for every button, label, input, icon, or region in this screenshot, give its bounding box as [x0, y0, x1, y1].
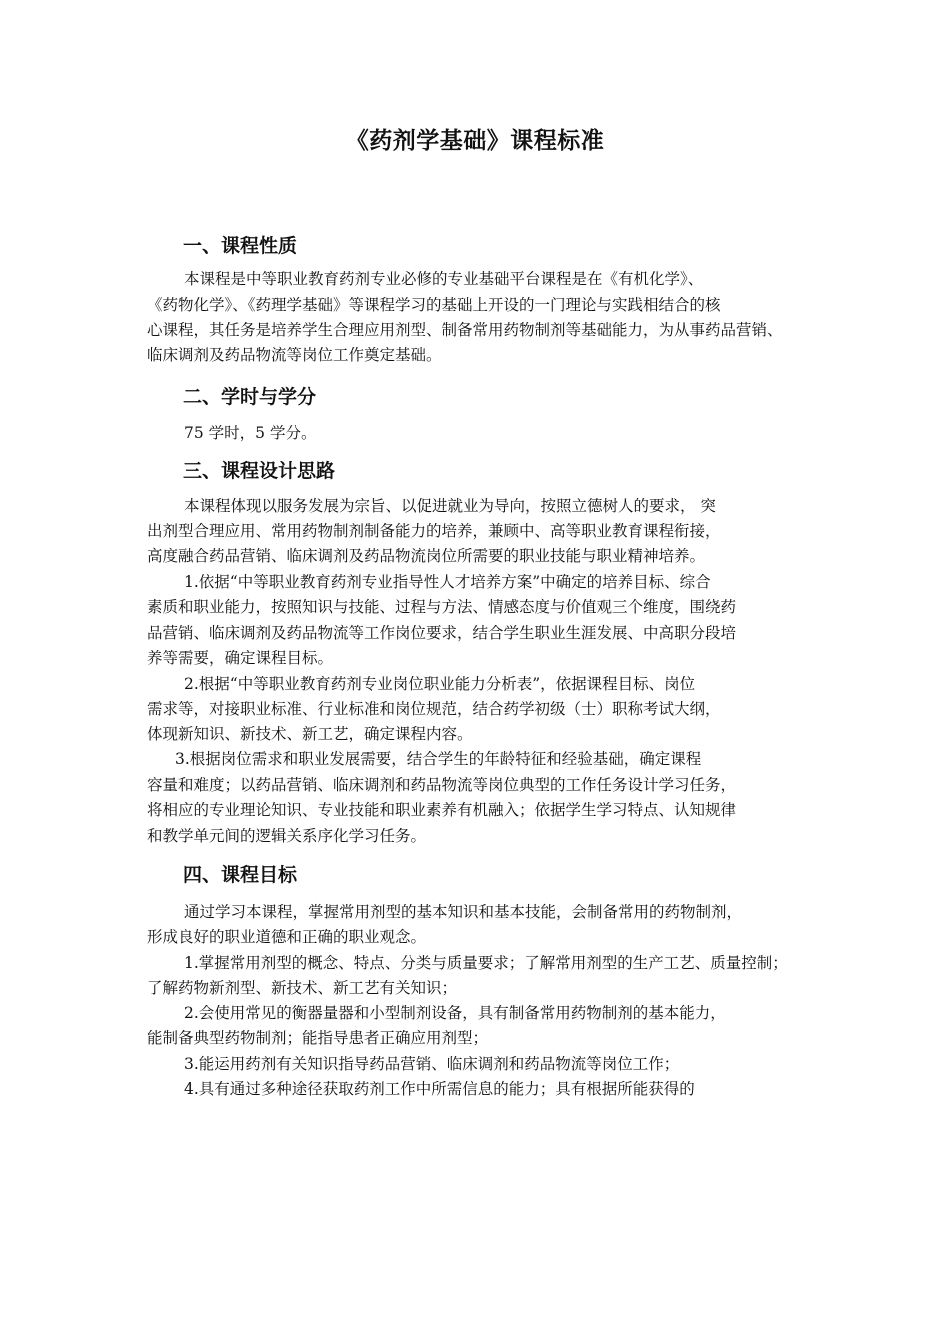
paragraph-line: 通过学习本课程，掌握常用剂型的基本知识和基本技能，会制备常用的药物制剂， — [184, 903, 743, 921]
paragraph-line: 体现新知识、新技术、新工艺，确定课程内容。 — [147, 725, 473, 743]
paragraph-line: 本课程体现以服务发展为宗旨、以促进就业为导向，按照立德树人的要求， 突 — [184, 497, 716, 515]
paragraph-line: 能制备典型药物制剂；能指导患者正确应用剂型； — [147, 1029, 489, 1047]
page-title: 《药剂学基础》课程标准 — [345, 128, 605, 154]
paragraph-line: 1.依据“中等职业教育药剂专业指导性人才培养方案”中确定的培养目标、综合 — [184, 573, 711, 591]
paragraph-line: 了解药物新剂型、新技术、新工艺有关知识； — [147, 979, 458, 997]
paragraph-line: 容量和难度；以药品营销、临床调剂和药品物流等岗位典型的工作任务设计学习任务， — [147, 776, 737, 794]
paragraph-line: 素质和职业能力，按照知识与技能、过程与方法、情感态度与价值观三个维度，围绕药 — [147, 598, 737, 616]
paragraph-line: 形成良好的职业道德和正确的职业观念。 — [147, 928, 427, 946]
paragraph-line: 75 学时，5 学分。 — [184, 424, 317, 442]
paragraph-line: 3.能运用药剂有关知识指导药品营销、临床调剂和药品物流等岗位工作； — [184, 1055, 680, 1073]
paragraph-line: 3.根据岗位需求和职业发展需要，结合学生的年龄特征和经验基础，确定课程 — [175, 750, 702, 768]
paragraph-line: 2.根据“中等职业教育药剂专业岗位职业能力分析表”，依据课程目标、岗位 — [184, 675, 696, 693]
paragraph-line: 4.具有通过多种途径获取药剂工作中所需信息的能力；具有根据所能获得的 — [184, 1080, 695, 1098]
paragraph-line: 临床调剂及药品物流等岗位工作奠定基础。 — [147, 346, 442, 364]
paragraph-line: 出剂型合理应用、常用药物制剂制备能力的培养，兼顾中、高等职业教育课程衔接， — [147, 522, 721, 540]
paragraph-line: 品营销、临床调剂及药品物流等工作岗位要求，结合学生职业生涯发展、中高职分段培 — [147, 624, 737, 642]
paragraph-line: 2.会使用常见的衡器量器和小型制剂设备，具有制备常用药物制剂的基本能力， — [184, 1004, 726, 1022]
paragraph-line: 《药物化学》、《药理学基础》等课程学习的基础上开设的一门理论与实践相结合的核 — [147, 296, 721, 314]
section-heading-nature: 一、课程性质 — [183, 235, 298, 257]
paragraph-line: 高度融合药品营销、临床调剂及药品物流岗位所需要的职业技能与职业精神培养。 — [147, 547, 706, 565]
paragraph-line: 需求等，对接职业标准、行业标准和岗位规范，结合药学初级（士）职称考试大纲， — [147, 700, 721, 718]
section-heading-design-approach: 三、课程设计思路 — [183, 460, 336, 482]
section-heading-hours-credits: 二、学时与学分 — [183, 386, 317, 408]
paragraph-line: 将相应的专业理论知识、专业技能和职业素养有机融入；依据学生学习特点、认知规律 — [147, 801, 737, 819]
section-heading-objectives: 四、课程目标 — [183, 864, 298, 886]
paragraph-line: 1.掌握常用剂型的概念、特点、分类与质量要求；了解常用剂型的生产工艺、质量控制； — [184, 954, 788, 972]
paragraph-line: 养等需要，确定课程目标。 — [147, 649, 334, 667]
paragraph-line: 和教学单元间的逻辑关系序化学习任务。 — [147, 827, 427, 845]
paragraph-line: 本课程是中等职业教育药剂专业必修的专业基础平台课程是在《有机化学》、 — [184, 270, 704, 288]
paragraph-line: 心课程，其任务是培养学生合理应用剂型、制备常用药物制剂等基础能力，为从事药品营销、 — [147, 321, 783, 339]
